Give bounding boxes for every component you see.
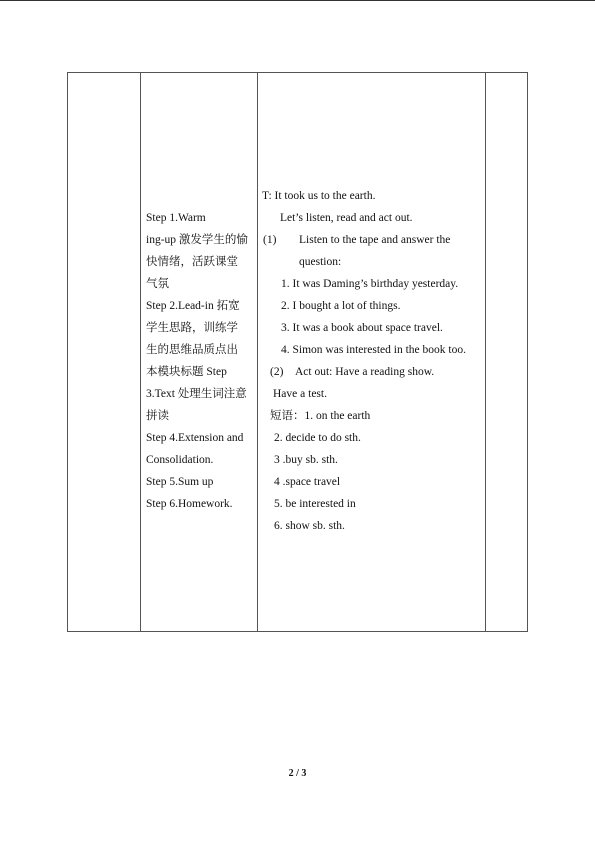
teaching-content-cell xyxy=(259,185,487,537)
phrase-line: 3 .buy sb. sth. xyxy=(274,454,338,466)
answer-line: 2. I bought a lot of things. xyxy=(281,300,401,312)
step-line: Consolidation. xyxy=(146,454,214,466)
step-line: ing-up 激发学生的愉 xyxy=(146,234,248,246)
step-line: Step 2.Lead-in 拓宽 xyxy=(146,300,240,312)
column-divider-1 xyxy=(140,73,141,631)
step-line: 快情绪，活跃课堂 xyxy=(146,256,238,268)
item-text: Listen to the tape and answer the xyxy=(299,234,451,246)
step-line: 气氛 xyxy=(146,278,169,290)
phrase-line: 2. decide to do sth. xyxy=(274,432,361,444)
content-line: Have a test. xyxy=(273,388,327,400)
answer-line: 3. It was a book about space travel. xyxy=(281,322,443,334)
list-item-1 xyxy=(259,229,487,251)
phrase-line: 5. be interested in xyxy=(274,498,356,510)
phrase-line: 1. on the earth xyxy=(304,410,371,422)
step-line: 生的思维品质点出 xyxy=(146,344,238,356)
content-line: question: xyxy=(299,256,342,268)
step-line: 本模块标题 Step xyxy=(146,366,227,378)
list-item-2 xyxy=(259,361,487,383)
step-line: Step 4.Extension and xyxy=(146,432,244,444)
phrase-line: 6. show sb. sth. xyxy=(274,520,345,532)
step-line: 拼读 xyxy=(146,410,169,422)
step-line: Step 5.Sum up xyxy=(146,476,214,488)
phrases-heading xyxy=(259,405,487,427)
step-line: Step 6.Homework. xyxy=(146,498,233,510)
content-line: T: It took us to the earth. xyxy=(262,190,376,202)
step-line: 学生思路，训练学 xyxy=(146,322,238,334)
answer-line: 1. It was Daming’s birthday yesterday. xyxy=(281,278,459,290)
top-rule xyxy=(0,0,595,1)
lesson-plan-table xyxy=(67,72,528,632)
step-line: 3.Text 处理生词注意 xyxy=(146,388,247,400)
phrases-label: 短语： xyxy=(270,410,305,422)
page-number: 2 / 3 xyxy=(288,768,307,779)
answer-line: 4. Simon was interested in the book too. xyxy=(281,344,466,356)
step-line: Step 1.Warm xyxy=(146,212,206,224)
phrase-line: 4 .space travel xyxy=(274,476,341,488)
teaching-steps-cell xyxy=(146,207,258,515)
item-text: Act out: Have a reading show. xyxy=(295,366,435,378)
item-number: (1) xyxy=(263,234,277,246)
content-line: Let’s listen, read and act out. xyxy=(280,212,413,224)
item-number: (2) xyxy=(270,366,284,378)
